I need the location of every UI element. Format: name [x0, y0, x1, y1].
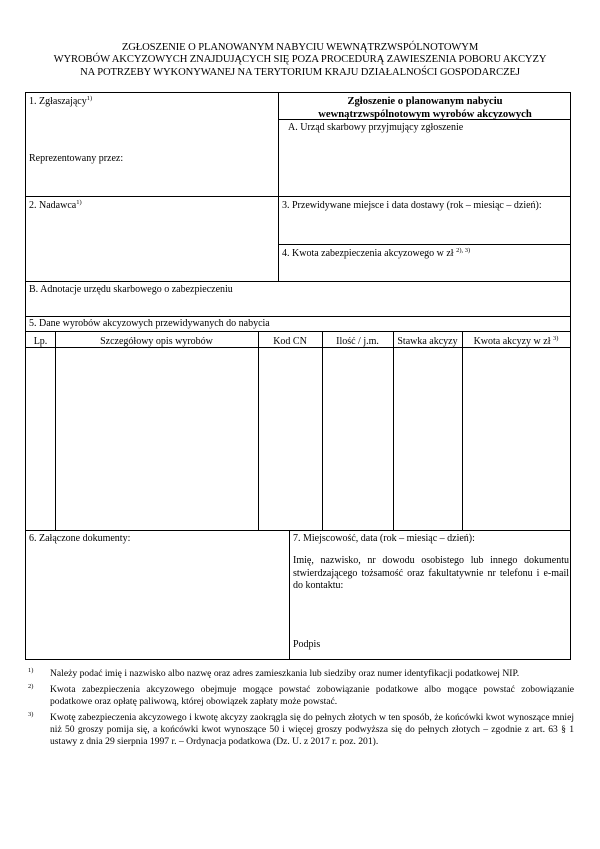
- form-grid: [25, 92, 571, 660]
- signature-label: Podpis: [293, 639, 321, 650]
- field-6-label: 6. Załączone dokumenty:: [29, 533, 131, 544]
- table-col-divider-2: [258, 331, 259, 530]
- field-a-label: A. Urząd skarbowy przyjmujący zgłoszenie: [288, 122, 464, 133]
- field-4-label: 4. Kwota zabezpieczenia akcyzowego w zł $^{2), 3)}$: [282, 247, 471, 259]
- divider-row-2: [26, 281, 570, 282]
- divider-bottom-vertical: [289, 530, 290, 659]
- field-7-label: 7. Miejscowość, data (rok – miesiąc – dzień):: [293, 533, 475, 544]
- col-header-excise-amount: Kwota akcyzy w zł $^{3)}$: [473, 335, 559, 347]
- form-title: [20, 42, 580, 79]
- table-col-divider-1: [55, 331, 56, 530]
- footnote-3: 3) Kwotę zabezpieczenia akcyzowego i kwotę akcyzy zaokrągla się do pełnych złotych w ten sposób, że końcówki kwot wynoszące mniej niż 50 groszy pomija się, a końcówki kwot wynoszące 50 i więcej groszy podwyższa się do pełnych złotych – zgodnie z art. 63 § 1 ustawy z dnia 29 sierpnia 1997 r. – Ordynacja podatkowa (Dz. U. z 2017 r. poz. 201).: [28, 711, 574, 747]
- table-col-divider-3: [322, 331, 323, 530]
- divider-row-3-4: [278, 244, 570, 245]
- divider-top-vertical: [278, 93, 279, 281]
- represented-by-label: Reprezentowany przez:: [29, 153, 124, 164]
- divider-table-title: [26, 331, 570, 332]
- footnotes: [28, 668, 574, 752]
- footnote-2: 2) Kwota zabezpieczenia akcyzowego obejmuje mogące powstać zobowiązanie podatkowe albo mogące powstać zobowiązanie podatkowe oraz opłatę paliwową, której obowiązek zapłaty może powstać.: [28, 683, 574, 707]
- col-header-quantity: Ilość / j.m.: [336, 336, 379, 347]
- footnote-1: 1) Należy podać imię i nazwisko albo nazwę oraz adres zamieszkania lub siedziby oraz numer identyfikacji podatkowej NIP.: [28, 667, 520, 679]
- col-header-cn-code: Kod CN: [273, 336, 307, 347]
- divider-row-b: [26, 316, 570, 317]
- table-col-divider-4: [393, 331, 394, 530]
- col-header-description: Szczegółowy opis wyrobów: [100, 336, 213, 347]
- table-col-divider-5: [462, 331, 463, 530]
- divider-row-1: [26, 196, 570, 197]
- identity-instructions: Imię, nazwisko, nr dowodu osobistego lub innego dokumentu stwierdzającego tożsamość oraz fakultatywnie nr telefonu i e-mail do kontaktu:: [293, 555, 569, 591]
- title-line-2: WYROBÓW AKCYZOWYCH ZNAJDUJĄCYCH SIĘ POZA PROCEDURĄ ZAWIESZENIA POBORU AKCYZY: [53, 54, 547, 66]
- field-1-label: 1. Zgłaszający$^{1)}$: [29, 95, 93, 107]
- title-line-1: ZGŁOSZENIE O PLANOWANYM NABYCIU WEWNĄTRZWSPÓLNOTOWYM: [121, 42, 479, 53]
- divider-table-bottom: [26, 530, 570, 531]
- col-header-excise-rate: Stawka akcyzy: [397, 336, 458, 347]
- field-3-label: 3. Przewidywane miejsce i data dostawy (rok – miesiąc – dzień):: [282, 200, 542, 211]
- box-title: Zgłoszenie o planowanym nabyciu wewnątrzwspólnotowym wyrobów akcyzowych: [318, 96, 532, 120]
- title-line-3: NA POTRZEBY WYKONYWANEJ NA TERYTORIUM KRAJU DZIAŁALNOŚCI GOSPODARCZEJ: [80, 66, 520, 78]
- field-2-label: 2. Nadawca$^{1)}$: [29, 199, 82, 211]
- field-b-label: B. Adnotacje urzędu skarbowego o zabezpieczeniu: [29, 284, 233, 295]
- field-5-label: 5. Dane wyrobów akcyzowych przewidywanych do nabycia: [29, 318, 270, 329]
- col-header-lp: Lp.: [33, 336, 48, 347]
- divider-table-header: [26, 347, 570, 348]
